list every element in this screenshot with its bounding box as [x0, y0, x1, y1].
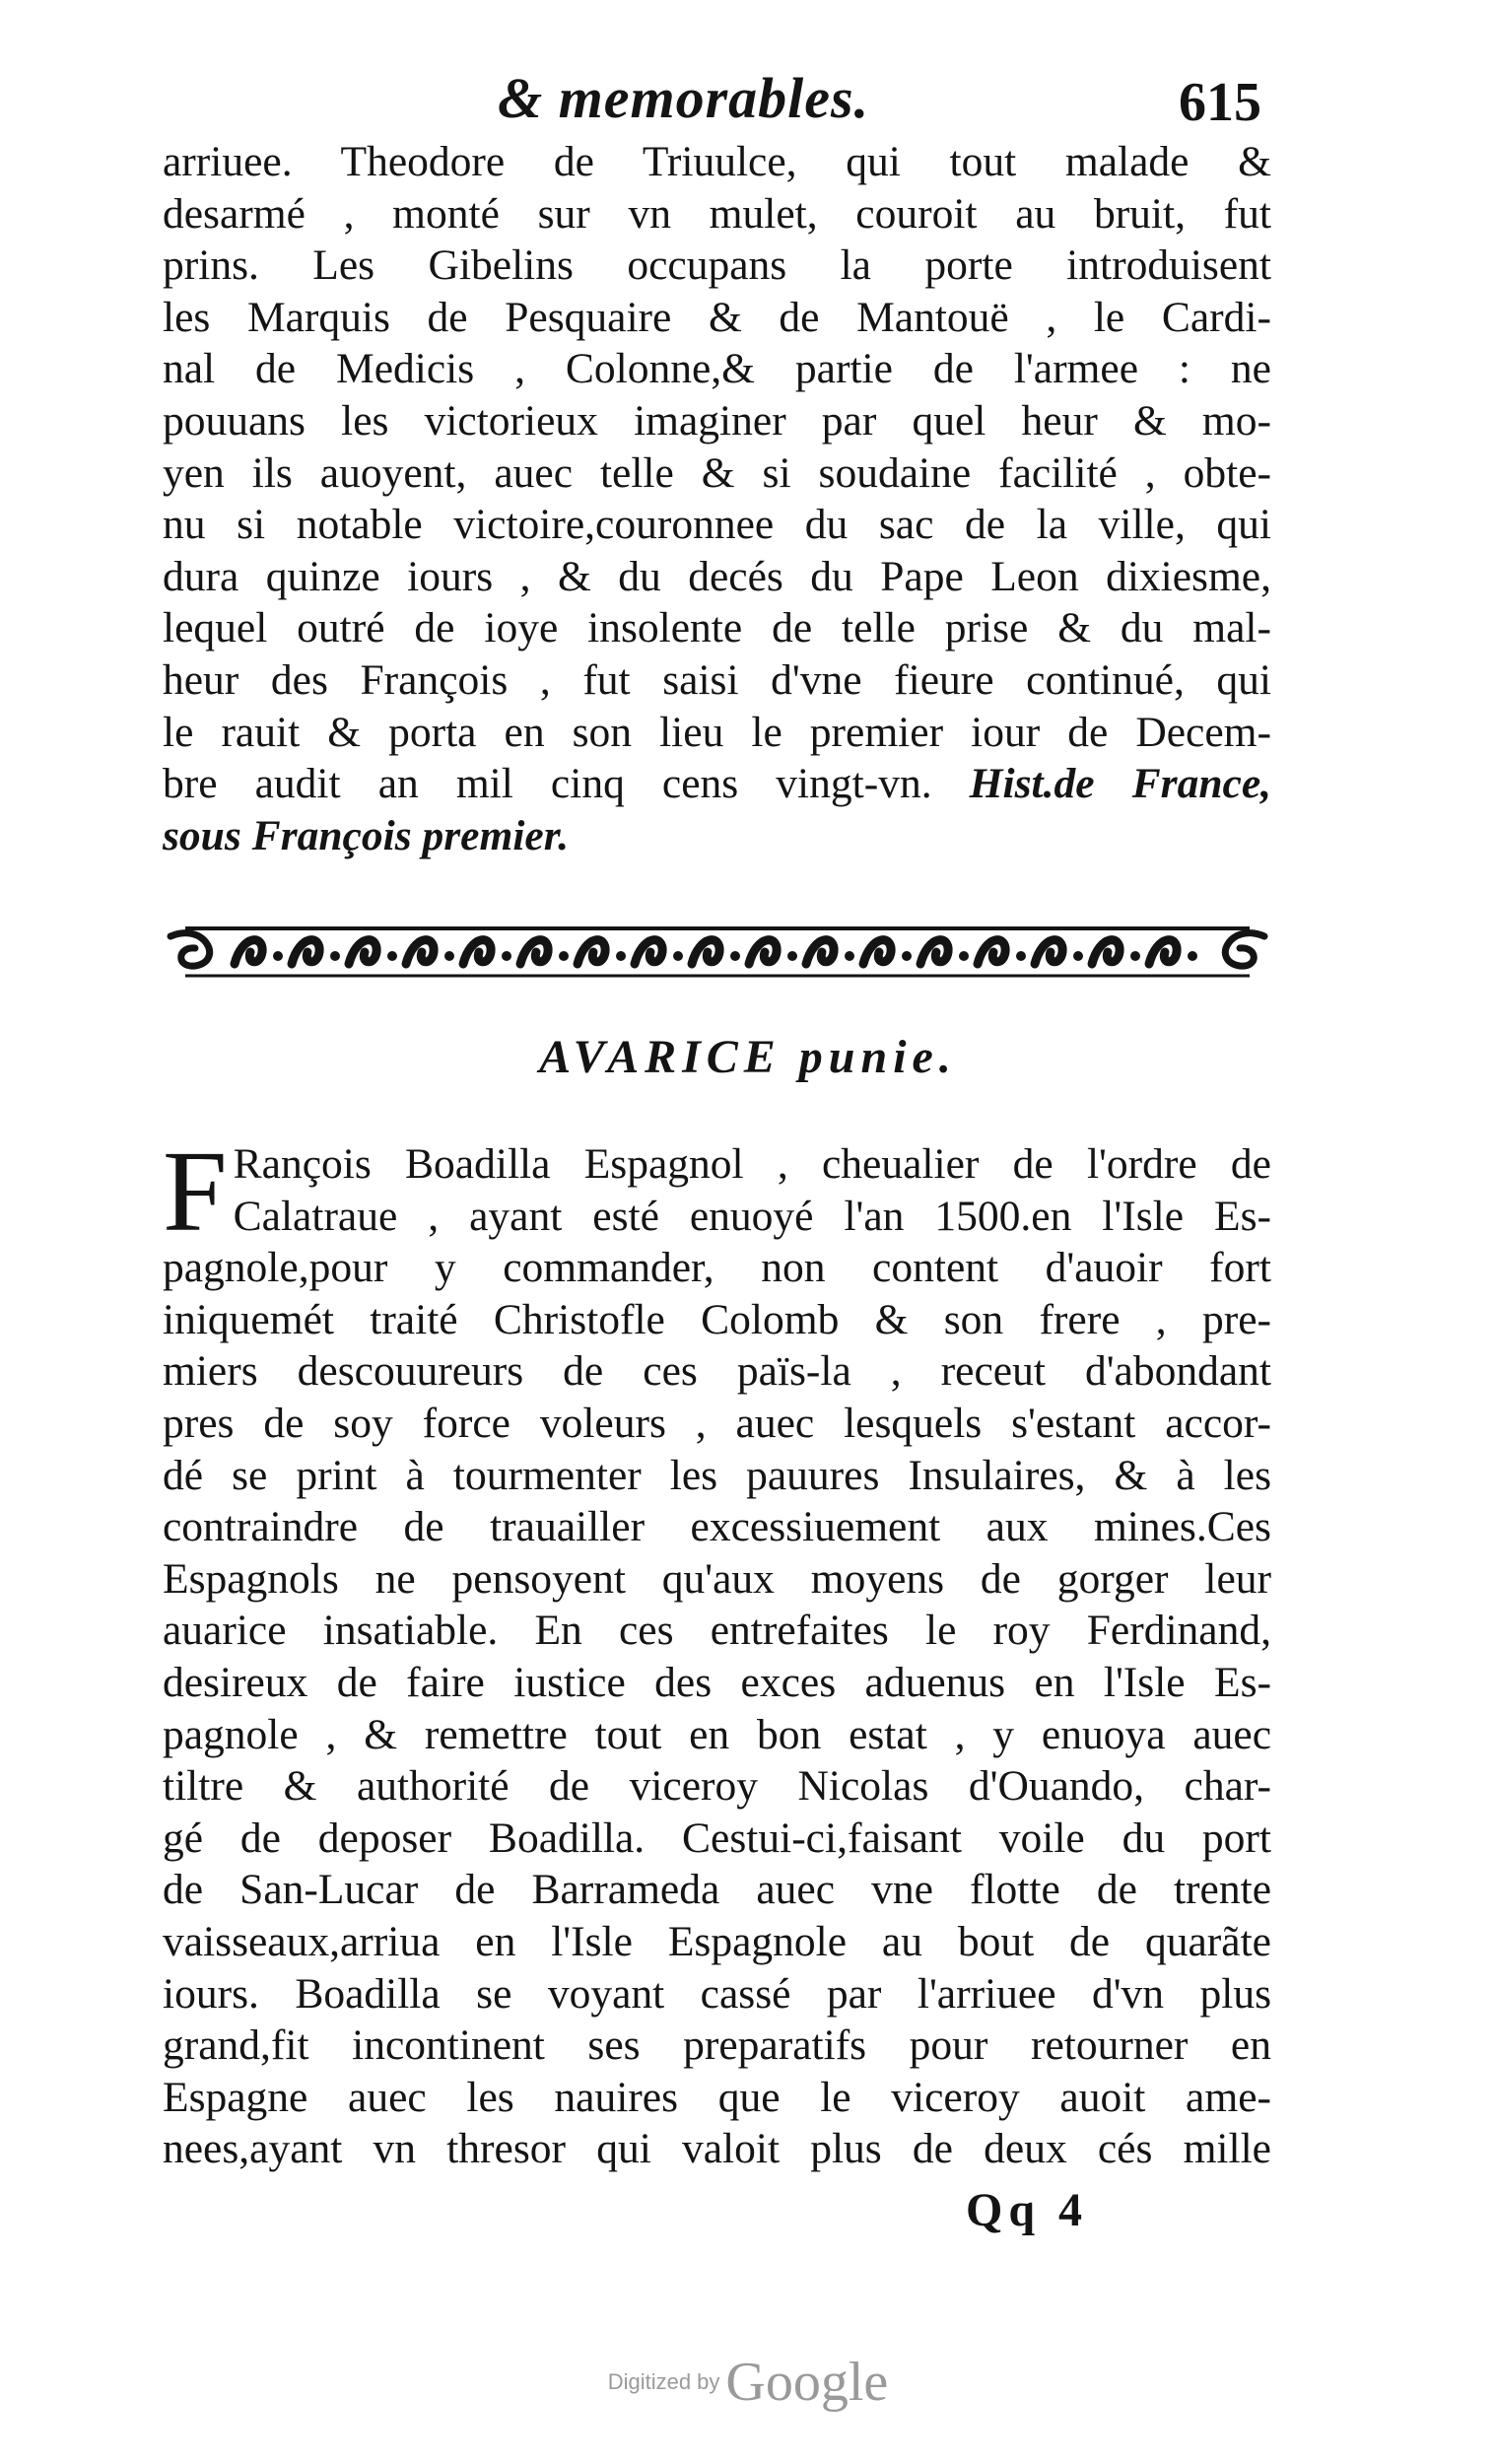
text-line: pouuans les victorieux imaginer par quel heur & mo- — [163, 396, 1271, 445]
watermark-brand: Google — [725, 2352, 889, 2413]
ornament-dot — [845, 951, 854, 961]
ornament-dot — [502, 951, 511, 961]
text-line: le rauit & porta en son lieu le premier iour de Decem- — [163, 708, 1271, 756]
citation-line — [163, 810, 1271, 862]
ornament-scroll — [292, 940, 319, 964]
ornament-scroll — [578, 940, 605, 964]
text-line: Rançois Boadilla Espagnol , cheualier de l'ordre de — [233, 1140, 1271, 1188]
citation-source-continued: sous François premier. — [163, 811, 570, 859]
text-line: arriuee. Theodore de Triuulce, qui tout malade & — [163, 138, 1271, 185]
ornament-dot — [559, 951, 569, 961]
drop-cap: F — [163, 1127, 228, 1256]
text-line: iours. Boadilla se voyant cassé par l'arriuee d'vn plus — [163, 1969, 1271, 2018]
ornament-scroll — [349, 940, 376, 964]
citation-source: Hist.de France, — [969, 760, 1272, 808]
ornament-scroll — [635, 940, 662, 964]
text-line: nees,ayant vn thresor qui valoit plus de deux cés mille — [163, 2125, 1271, 2173]
ornament-scroll — [463, 940, 491, 964]
ornament-scroll — [692, 940, 719, 964]
ornament-scroll — [749, 940, 777, 964]
ornament-dot — [273, 951, 283, 961]
ornament-dot — [1016, 951, 1026, 961]
text-line: yen ils auoyent, auec telle & si soudaine facilité , obte- — [163, 448, 1271, 497]
ornament-scroll — [1035, 940, 1062, 964]
digitization-watermark — [0, 2351, 1496, 2414]
ornamental-divider — [166, 917, 1269, 986]
ornament-dot — [616, 951, 626, 961]
text-line: pagnole,pour y commander, non content d'auoir fort — [163, 1244, 1271, 1292]
text-line: pagnole , & remettre tout en bon estat , y enuoya auec — [163, 1710, 1271, 1758]
ornament-dot — [902, 951, 912, 961]
watermark-prefix: Digitized by — [607, 2369, 720, 2394]
text-line-with-citation — [163, 758, 1271, 810]
ornament-scroll — [978, 940, 1005, 964]
text-line: Espagnols ne pensoyent qu'aux moyens de gorger leur — [163, 1554, 1271, 1603]
text-line: heur des François , fut saisi d'vne fieure continué, qui — [163, 655, 1271, 704]
text-line: dé se print à tourmenter les pauures Insulaires, & à les — [163, 1451, 1271, 1499]
text-line: pres de soy force voleurs , auec lesquels s'estant accor- — [163, 1399, 1271, 1447]
text-line: vaisseaux,arriua en l'Isle Espagnole au bout de quarãte — [163, 1917, 1271, 1965]
text-line: desarmé , monté sur vn mulet, couroit au bruit, fut — [163, 189, 1271, 238]
text-line: prins. Les Gibelins occupans la porte introduisent — [163, 241, 1271, 290]
text-line: dura quinze iours , & du decés du Pape Leon dixiesme, — [163, 552, 1271, 600]
ornament-dot — [1130, 951, 1140, 961]
signature-mark: Qq 4 — [966, 2184, 1089, 2236]
ornament-scroll — [1149, 940, 1177, 964]
ornament-dot — [330, 951, 340, 961]
text-line-end: bre audit an mil cinq cens vingt-vn. — [163, 760, 932, 808]
ornament-scroll — [520, 940, 548, 964]
text-line: Calatraue , ayant esté enuoyé l'an 1500.en l'Isle Es- — [233, 1192, 1271, 1240]
ornament-scroll — [1092, 940, 1120, 964]
main-paragraph — [163, 1127, 1271, 2175]
text-line: de San-Lucar de Barrameda auec vne flotte de trente — [163, 1866, 1271, 1914]
ornament-scroll — [235, 940, 262, 964]
ornament-dot — [444, 951, 454, 961]
page-number: 615 — [1179, 72, 1261, 133]
running-title: & memorables. — [498, 66, 870, 130]
text-line: lequel outré de ioye insolente de telle prise & du mal- — [163, 604, 1271, 652]
ornament-dot — [387, 951, 397, 961]
ornament-dot — [1188, 951, 1197, 961]
continued-paragraph — [163, 136, 1271, 861]
text-line: desireux de faire iustice des exces aduenus en l'Isle Es- — [163, 1658, 1271, 1706]
text-line: contraindre de trauailler excessiuement aux mines.Ces — [163, 1503, 1271, 1551]
text-line: nu si notable victoire,couronnee du sac de la ville, qui — [163, 501, 1271, 549]
text-line: gé de deposer Boadilla. Cestui-ci,faisant voile du port — [163, 1814, 1271, 1862]
text-line: Espagne auec les nauires que le viceroy auoit ame- — [163, 2073, 1271, 2121]
text-line: miers descouureurs de ces païs-la , receut d'abondant — [163, 1347, 1271, 1396]
ornament-scroll — [806, 940, 834, 964]
main-lines — [163, 1242, 1271, 2175]
text-line: grand,fit incontinent ses preparatifs pour retourner en — [163, 2021, 1271, 2070]
section-title: AVARICE punie. — [539, 1031, 957, 1083]
ornament-dot — [959, 951, 969, 961]
ornament-dot — [673, 951, 683, 961]
text-line: iniquemét traité Christofle Colomb & son frere , pre- — [163, 1295, 1271, 1343]
ornament-scroll — [406, 940, 434, 964]
ornament-dot — [1073, 951, 1083, 961]
text-line: tiltre & authorité de viceroy Nicolas d'Ouando, char- — [163, 1762, 1271, 1811]
ornament-scroll — [920, 940, 948, 964]
text-line: les Marquis de Pesquaire & de Mantouë , le Cardi- — [163, 293, 1271, 341]
ornament-scroll — [863, 940, 891, 964]
text-line: nal de Medicis , Colonne,& partie de l'armee : ne — [163, 345, 1271, 393]
ornament-dot — [787, 951, 797, 961]
ornament-dot — [730, 951, 740, 961]
text-line: auarice insatiable. En ces entrefaites le roy Ferdinand, — [163, 1607, 1271, 1655]
